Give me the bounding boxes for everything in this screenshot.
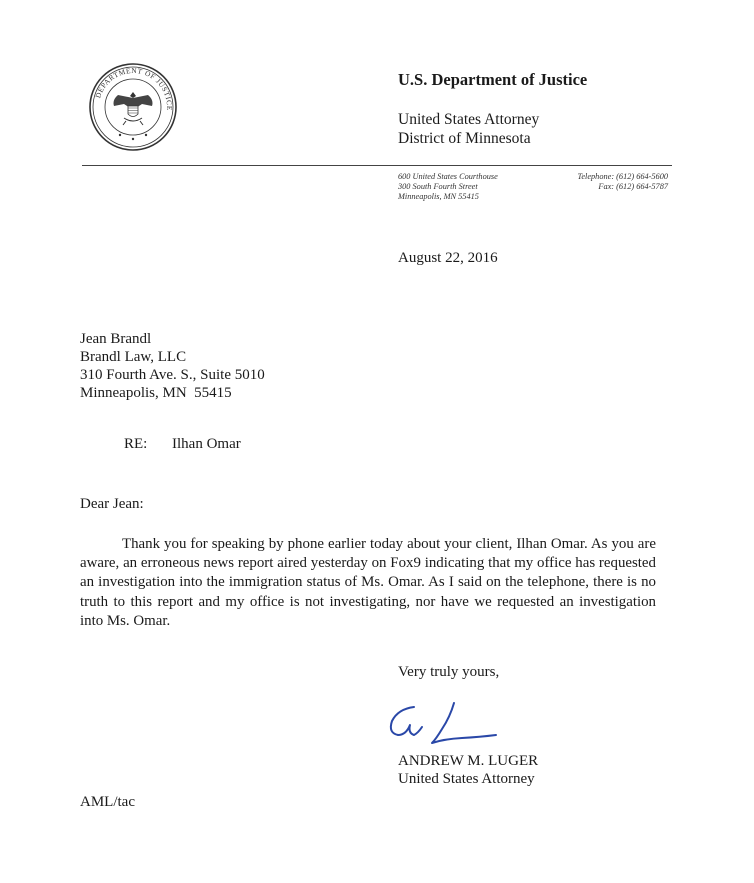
signer-title: United States Attorney: [398, 771, 535, 787]
doj-seal-icon: [88, 62, 178, 152]
address-line: Minneapolis, MN 55415: [398, 192, 479, 201]
recipient-street: 310 Fourth Ave. S., Suite 5010: [80, 367, 265, 383]
address-line: 300 South Fourth Street: [398, 182, 478, 191]
telephone-number: Telephone: (612) 664-5600: [577, 172, 668, 181]
re-label: RE:: [124, 436, 148, 452]
department-name: U.S. Department of Justice: [398, 70, 588, 89]
fax-number: Fax: (612) 664-5787: [598, 182, 668, 191]
office-block: [398, 110, 539, 148]
letter-body: Thank you for speaking by phone earlier today about your client, Ilhan Omar. As you are aware, an erroneous news report aired yesterday on Fox9 indicating that my office has requested an investigation into the immigration status of Ms. Omar. As I said on the telephone, there is no truth to this report and my office is not investigating, nor have we requested an investigation into Ms. Omar.: [80, 536, 656, 629]
letterhead-divider: [82, 165, 672, 166]
salutation: Dear Jean:: [80, 496, 144, 512]
complimentary-close: Very truly yours,: [398, 664, 500, 680]
office-title: United States Attorney: [398, 111, 540, 128]
re-subject: Ilhan Omar: [172, 436, 241, 452]
office-district: District of Minnesota: [398, 130, 531, 147]
letter-date: August 22, 2016: [398, 250, 498, 266]
signer-block: [398, 752, 538, 788]
handwritten-signature: [384, 699, 514, 747]
recipient-firm: Brandl Law, LLC: [80, 349, 187, 365]
office-contact: [540, 172, 668, 192]
recipient-address: [80, 330, 265, 402]
office-address: [398, 172, 498, 202]
address-line: 600 United States Courthouse: [398, 172, 498, 181]
re-line: [124, 436, 241, 453]
recipient-city: Minneapolis, MN 55415: [80, 385, 232, 401]
recipient-name: Jean Brandl: [80, 331, 152, 347]
svg-text:DEPARTMENT OF JUSTICE: DEPARTMENT OF JUSTICE: [93, 65, 175, 112]
reference-initials: AML/tac: [80, 794, 135, 810]
signer-name: ANDREW M. LUGER: [398, 753, 539, 769]
